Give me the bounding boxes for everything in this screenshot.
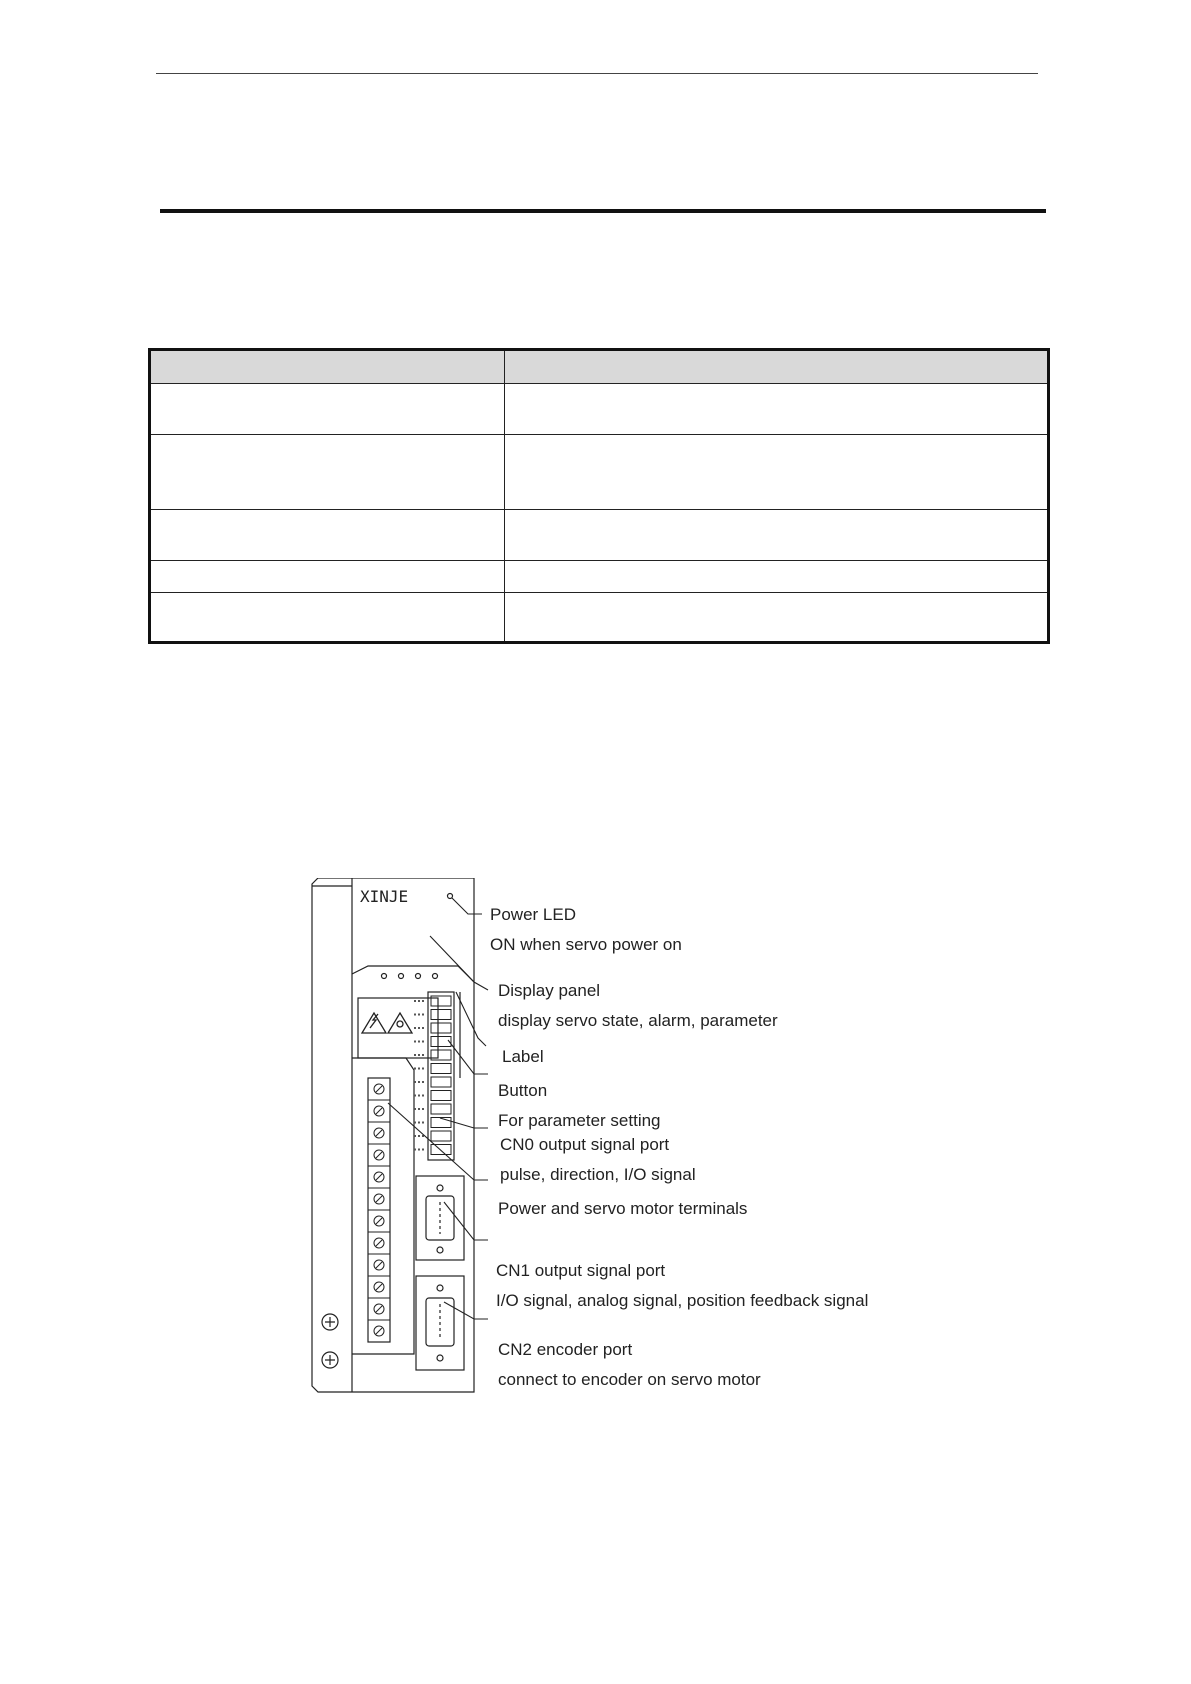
brand-label: XINJE — [360, 887, 409, 906]
button-key — [431, 1091, 451, 1101]
header-rule — [156, 73, 1038, 74]
table-cell — [505, 435, 1049, 510]
cn2-connector-icon — [416, 1276, 464, 1370]
chapter-title-rule — [160, 209, 1046, 213]
button-key — [431, 1023, 451, 1033]
table-cell — [150, 510, 505, 561]
terminal-screw-slot — [376, 1108, 382, 1114]
table-header-cell — [505, 350, 1049, 384]
callout-power-led-desc: ON when servo power on — [490, 935, 682, 954]
terminal-screw-slot — [376, 1306, 382, 1312]
button-key — [431, 1077, 451, 1087]
table-cell — [505, 593, 1049, 643]
table-cell — [505, 510, 1049, 561]
terminal-screw-slot — [376, 1284, 382, 1290]
table-header-row — [150, 350, 1049, 384]
button-key — [431, 1064, 451, 1074]
terminal-screw-slot — [376, 1328, 382, 1334]
callout-display-panel-title: Display panel — [498, 981, 601, 1000]
terminal-screw-slot — [376, 1240, 382, 1246]
table-cell — [505, 561, 1049, 593]
terminal-screw-slot — [376, 1152, 382, 1158]
callout-leader-lines — [388, 898, 488, 1319]
callout-button-title: Button — [498, 1081, 548, 1100]
button-key — [431, 1131, 451, 1141]
power-motor-terminals — [368, 1078, 390, 1342]
terminal-screw-slot — [376, 1086, 382, 1092]
callout-button-desc: For parameter setting — [498, 1111, 661, 1130]
callout-display-panel-desc: display servo state, alarm, parameter — [498, 1011, 778, 1030]
callout-cn0-desc: pulse, direction, I/O signal — [500, 1165, 696, 1184]
terminal-block-frame — [352, 1058, 414, 1354]
callout-power-led-title: Power LED — [490, 905, 576, 924]
table-cell — [150, 384, 505, 435]
table-cell — [150, 561, 505, 593]
callout-cn2-title: CN2 encoder port — [498, 1340, 633, 1359]
button-strip-frame — [428, 992, 454, 1160]
terminal-screw-slot — [376, 1262, 382, 1268]
button-strip — [414, 992, 460, 1160]
servo-drive-diagram — [310, 878, 950, 1398]
button-key — [431, 1104, 451, 1114]
callout-cn2-desc: connect to encoder on servo motor — [498, 1370, 761, 1389]
button-key — [431, 1145, 451, 1155]
table-row — [150, 510, 1049, 561]
table-cell — [150, 435, 505, 510]
table-cell — [150, 593, 505, 643]
table-row — [150, 593, 1049, 643]
callout-terminals-title: Power and servo motor terminals — [498, 1199, 748, 1218]
callout-cn1-title: CN1 output signal port — [496, 1261, 666, 1280]
spec-table — [148, 348, 1050, 644]
table-row — [150, 435, 1049, 510]
table-row — [150, 561, 1049, 593]
warning-icon — [362, 1013, 412, 1033]
ground-screw-icon — [322, 1314, 338, 1368]
table-header-cell — [150, 350, 505, 384]
callout-label-title: Label — [502, 1047, 544, 1066]
button-key — [431, 1037, 451, 1047]
table-cell — [505, 384, 1049, 435]
drive-case-outline — [312, 878, 474, 1392]
callout-cn0-title: CN0 output signal port — [500, 1135, 670, 1154]
power-led-icon — [448, 894, 453, 899]
terminal-screw-slot — [376, 1130, 382, 1136]
button-key — [431, 1118, 451, 1128]
terminal-screw-slot — [376, 1218, 382, 1224]
callout-cn1-desc: I/O signal, analog signal, position feedback signal — [496, 1291, 869, 1310]
button-key — [431, 1010, 451, 1020]
table-row — [150, 384, 1049, 435]
display-led-row — [382, 974, 438, 979]
display-panel-hood — [352, 966, 474, 982]
terminal-screw-slot — [376, 1174, 382, 1180]
terminal-screw-slot — [376, 1196, 382, 1202]
